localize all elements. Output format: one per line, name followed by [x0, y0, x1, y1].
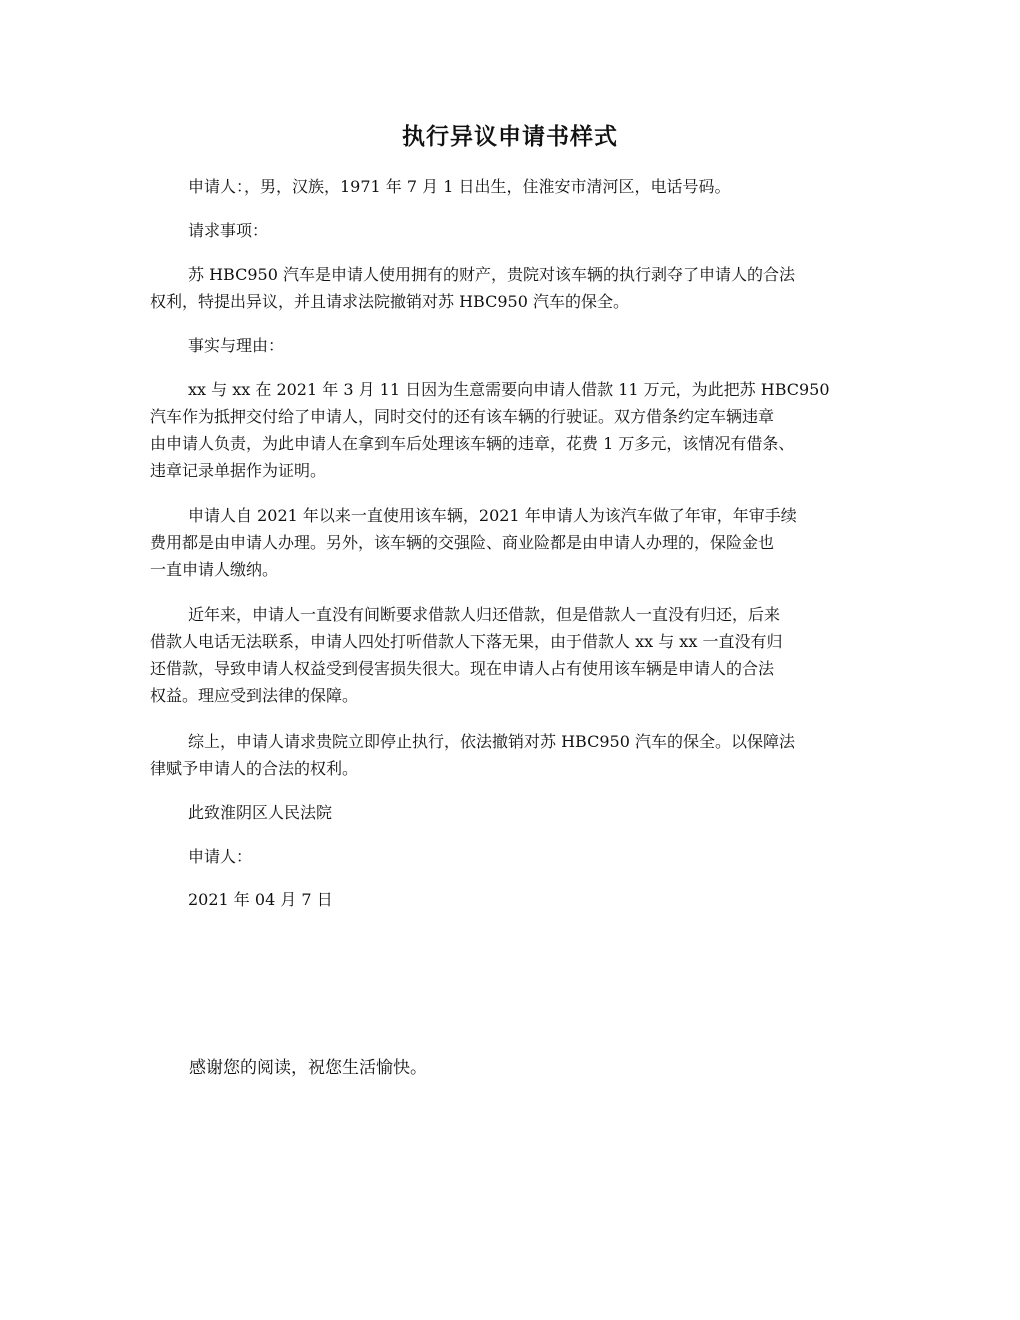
- paragraph-line: xx 与 xx 在 2021 年 3 月 11 日因为生意需要向申请人借款 11 万元，为此把苏 HBC950: [188, 380, 830, 399]
- document-title: 执行异议申请书样式: [402, 123, 618, 150]
- paragraph-line: 权利，特提出异议，并且请求法院撤销对苏 HBC950 汽车的保全。: [150, 292, 629, 311]
- paragraph-line: 费用都是由申请人办理。另外，该车辆的交强险、商业险都是由申请人办理的，保险金也: [150, 533, 775, 552]
- signature-label: 申请人：: [188, 847, 253, 866]
- paragraph-line: 由申请人负责，为此申请人在拿到车后处理该车辆的违章，花费 1 万多元，该情况有借条、: [150, 434, 795, 453]
- paragraph-line: 借款人电话无法联系，申请人四处打听借款人下落无果，由于借款人 xx 与 xx 一直没有归: [150, 632, 783, 651]
- addressee: 此致淮阴区人民法院: [188, 803, 333, 822]
- paragraph-line: 综上，申请人请求贵院立即停止执行，依法撤销对苏 HBC950 汽车的保全。以保障法: [188, 732, 795, 751]
- paragraph-line: 汽车作为抵押交付给了申请人，同时交付的还有该车辆的行驶证。双方借条约定车辆违章: [150, 407, 775, 426]
- paragraph-line: 违章记录单据作为证明。: [150, 461, 327, 480]
- document-date: 2021 年 04 月 7 日: [188, 890, 333, 909]
- paragraph-line: 近年来，申请人一直没有间断要求借款人归还借款，但是借款人一直没有归还，后来: [188, 605, 781, 624]
- paragraph-line: 苏 HBC950 汽车是申请人使用拥有的财产，贵院对该车辆的执行剥夺了申请人的合法: [188, 265, 795, 284]
- request-heading: 请求事项：: [188, 221, 269, 240]
- paragraph-line: 律赋予申请人的合法的权利。: [150, 759, 359, 778]
- facts-heading: 事实与理由：: [188, 336, 285, 355]
- paragraph-line: 一直申请人缴纳。: [150, 560, 279, 579]
- paragraph-line: 权益。理应受到法律的保障。: [150, 686, 359, 705]
- paragraph-line: 还借款，导致申请人权益受到侵害损失很大。现在申请人占有使用该车辆是申请人的合法: [150, 659, 775, 678]
- applicant-info: 申请人：，男，汉族，1971 年 7 月 1 日出生，住淮安市清河区，电话号码。: [188, 177, 731, 196]
- closing-note: 感谢您的阅读，祝您生活愉快。: [189, 1058, 427, 1078]
- paragraph-line: 申请人自 2021 年以来一直使用该车辆，2021 年申请人为该汽车做了年审，年审手续: [188, 506, 797, 525]
